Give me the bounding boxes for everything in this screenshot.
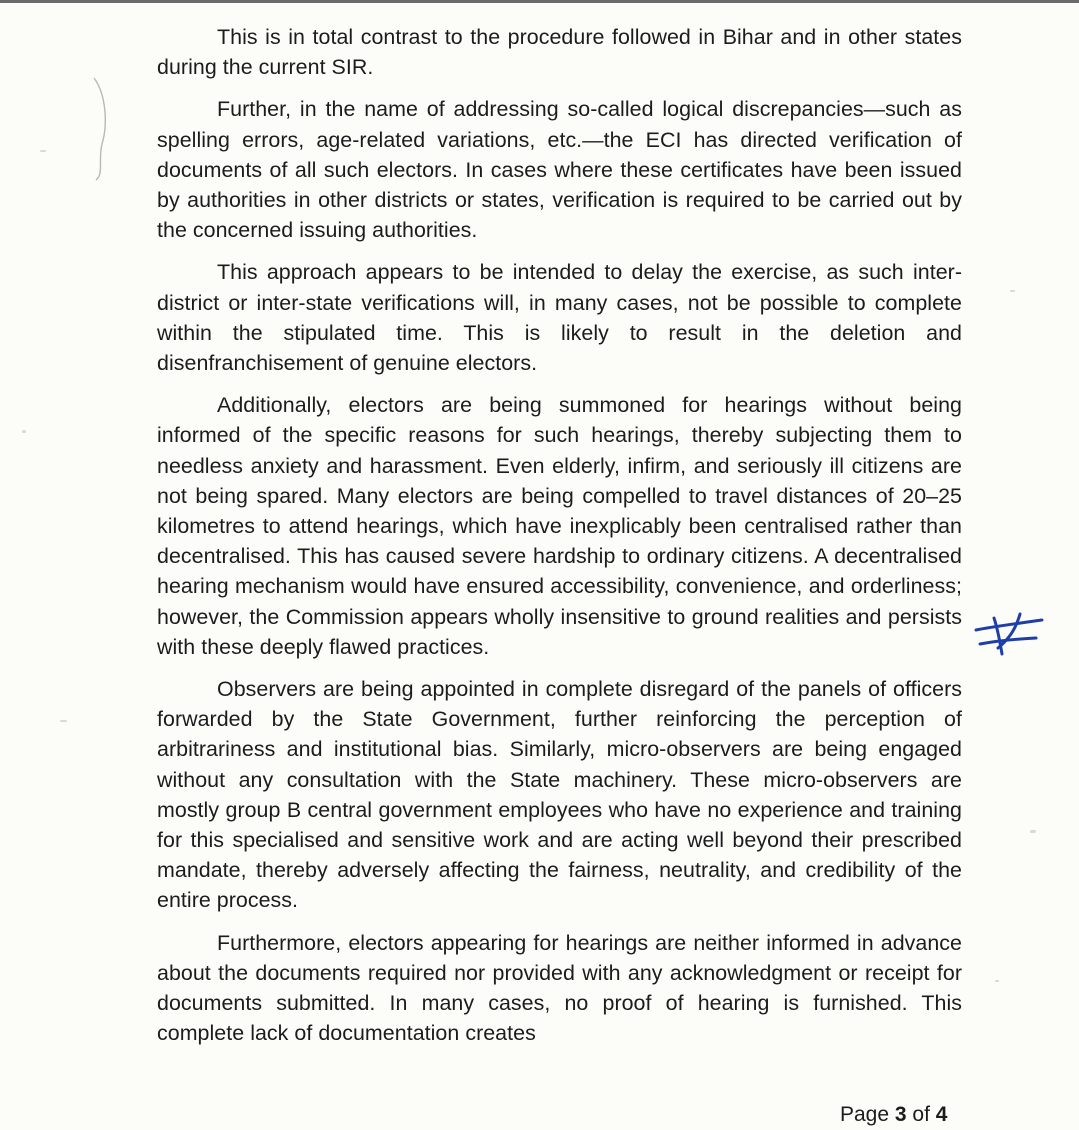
paper-speck [995, 980, 999, 982]
paragraph-hearings-summons: Additionally, electors are being summoned for hearings without being informed of the specific reasons for such hearings, thereby subjecting them to needless anxiety and harassment. Even elderly, infirm, and seriously ill citizens are not being spared. Many electors are being compelled to travel distances of 20–25 kilometres to attend hearings, which have inexplicably been centralised rather than decentralised. This has caused severe hardship to ordinary citizens. A decentralised hearing mechanism would have ensured accessibility, convenience, and orderliness; however, the Commission appears wholly insensitive to ground realities and persists with these deeply flawed practices. [157, 393, 962, 659]
margin-bracket-mark [88, 74, 118, 184]
paragraph-logical-discrepancies: Further, in the name of addressing so-called logical discrepancies—such as spelling errors, age-related variations, etc.—the ECI has directed verification of documents of all such electors. In cases where these certificates have been issued by authorities in other districts or states, verification is required to be carried out by the concerned issuing authorities. [157, 97, 962, 243]
paragraph-documentation: Furthermore, electors appearing for hearings are neither informed in advance about the documents required nor provided with any acknowledgment or receipt for documents submitted. In many cases, no proof of hearing is furnished. This complete lack of documentation creates [157, 930, 962, 1046]
document-body [157, 22, 962, 1061]
paper-speck [60, 720, 67, 722]
top-border-line [0, 0, 1079, 3]
paragraph-bihar-contrast: This is in total contrast to the procedure followed in Bihar and in other states during the current SIR. [157, 25, 962, 80]
paper-speck [1030, 830, 1036, 833]
paragraph-observers: Observers are being appointed in complete disregard of the panels of officers forwarded by the State Government, further reinforcing the perception of arbitrariness and institutional bias. Similarly, micro-observers are being engaged without any consultation with the State machinery. These micro-observers are mostly group B central government employees who have no experience and training for this specialised and sensitive work and are acting well beyond their prescribed mandate, thereby adversely affecting the fairness, neutrality, and credibility of the entire process. [157, 677, 962, 913]
paper-speck [22, 430, 26, 433]
page-word: Page [840, 1103, 890, 1126]
page-total-number: 4 [935, 1103, 948, 1126]
handwritten-initial-mark [970, 608, 1048, 668]
paper-speck [1010, 290, 1015, 292]
paragraph-delay-approach: This approach appears to be intended to delay the exercise, as such inter-district or inter-state verifications will, in many cases, not be possible to complete within the stipulated time. This is likely to result in the deletion and disenfranchisement of genuine electors. [157, 260, 962, 376]
paper-speck [40, 150, 46, 152]
page-of-word: of [912, 1103, 930, 1126]
page-current-number: 3 [894, 1103, 907, 1126]
page-number-footer [840, 1100, 947, 1130]
